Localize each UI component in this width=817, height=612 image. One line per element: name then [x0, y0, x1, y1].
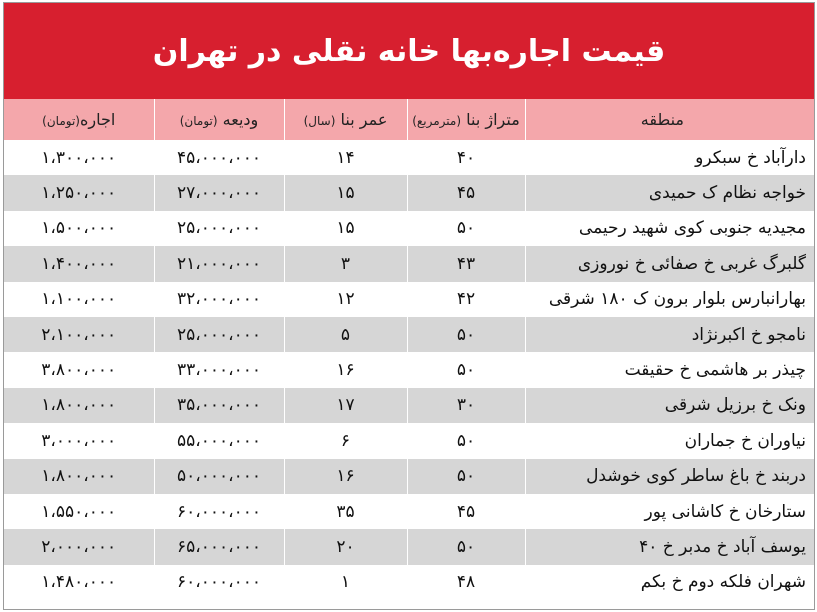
cell-area: ۵۰: [407, 529, 525, 564]
cell-region: نامجو خ اکبرنژاد: [525, 317, 814, 352]
cell-age: ۳۵: [284, 494, 407, 529]
table-row: [4, 565, 814, 600]
cell-region: مجیدیه جنوبی کوی شهید رحیمی: [525, 211, 814, 246]
cell-age: ۱۲: [284, 282, 407, 317]
cell-rent: ۳،۸۰۰،۰۰۰: [41, 360, 117, 381]
cell-rent: ۱،۵۵۰،۰۰۰: [41, 501, 117, 522]
cell-rent: ۱،۸۰۰،۰۰۰: [4, 388, 154, 423]
cell-area: ۵۰: [407, 352, 525, 387]
cell-deposit: ۲۷،۰۰۰،۰۰۰: [154, 175, 284, 210]
table-row: [4, 388, 814, 423]
header-age-label: عمر بنا: [340, 110, 388, 129]
cell-region: شهران فلکه دوم خ بکم: [525, 565, 814, 600]
table-row: [4, 317, 814, 352]
cell-rent: ۱،۵۰۰،۰۰۰: [41, 218, 117, 239]
cell-rent: ۳،۰۰۰،۰۰۰: [41, 430, 117, 451]
cell-age: ۱۵: [284, 175, 407, 210]
cell-age: ۶: [284, 423, 407, 458]
table-row: [4, 282, 814, 317]
cell-deposit: ۶۰،۰۰۰،۰۰۰: [154, 494, 284, 529]
cell-area: ۴۳: [407, 246, 525, 281]
cell-deposit: ۵۰،۰۰۰،۰۰۰: [154, 459, 284, 494]
cell-region: گلبرگ غربی خ صفائی خ نوروزی: [525, 246, 814, 281]
cell-area: ۵۰: [407, 423, 525, 458]
cell-region: نیاوران خ جماران: [525, 423, 814, 458]
header-rent-label: اجاره: [79, 110, 116, 129]
cell-deposit: ۲۵،۰۰۰،۰۰۰: [154, 317, 284, 352]
cell-deposit: ۲۵،۰۰۰،۰۰۰: [154, 211, 284, 246]
cell-region: یوسف آباد خ مدبر خ ۴۰: [525, 529, 814, 564]
cell-age: ۱۶: [284, 459, 407, 494]
header-area-label: متراژ بنا: [466, 110, 520, 129]
cell-age: ۱: [284, 565, 407, 600]
cell-area: ۴۰: [407, 140, 525, 175]
cell-age: ۵: [284, 317, 407, 352]
table-row: [4, 246, 814, 281]
header-area: [407, 99, 525, 140]
cell-rent: ۱،۴۸۰،۰۰۰: [41, 572, 117, 593]
cell-area: ۴۵: [407, 175, 525, 210]
cell-deposit: ۶۰،۰۰۰،۰۰۰: [154, 565, 284, 600]
header-age-unit: (سال): [303, 114, 336, 128]
header-deposit-label: ودیعه: [222, 110, 259, 129]
header-rent: [4, 99, 154, 140]
cell-region: چیذر بر هاشمی خ حقیقت: [525, 352, 814, 387]
table-row: [4, 352, 814, 387]
cell-deposit: ۳۳،۰۰۰،۰۰۰: [154, 352, 284, 387]
header-deposit: [154, 99, 284, 140]
cell-area: ۵۰: [407, 317, 525, 352]
rent-table: [4, 99, 814, 600]
cell-region: ستارخان خ کاشانی پور: [525, 494, 814, 529]
cell-region: خواجه نظام ک حمیدی: [525, 175, 814, 210]
cell-region: دربند خ باغ ساطر کوی خوشدل: [525, 459, 814, 494]
table-row: [4, 529, 814, 564]
cell-age: ۱۴: [284, 140, 407, 175]
table-row: [4, 140, 814, 175]
cell-region: بهارانبارس بلوار برون ک ۱۸۰ شرقی: [525, 282, 814, 317]
cell-area: ۵۰: [407, 211, 525, 246]
header-deposit-unit: (تومان): [179, 114, 218, 128]
cell-age: ۱۶: [284, 352, 407, 387]
header-region-label: منطقه: [640, 110, 684, 129]
cell-area: ۴۸: [407, 565, 525, 600]
header-rent-unit: (تومان): [42, 114, 80, 128]
cell-rent: ۱،۱۰۰،۰۰۰: [41, 289, 117, 310]
table-row: [4, 211, 814, 246]
cell-rent: ۱،۳۰۰،۰۰۰: [41, 147, 117, 168]
table-row: [4, 175, 814, 210]
cell-age: ۲۰: [284, 529, 407, 564]
cell-area: ۴۲: [407, 282, 525, 317]
table-row: [4, 423, 814, 458]
cell-region: دارآباد خ سبکرو: [525, 140, 814, 175]
table-row: [4, 494, 814, 529]
cell-rent: ۱،۴۰۰،۰۰۰: [4, 246, 154, 281]
cell-deposit: ۵۵،۰۰۰،۰۰۰: [154, 423, 284, 458]
cell-rent: ۱،۸۰۰،۰۰۰: [4, 459, 154, 494]
cell-age: ۱۵: [284, 211, 407, 246]
page-title: قیمت اجاره‌بها خانه نقلی در تهران: [152, 33, 666, 69]
cell-deposit: ۳۵،۰۰۰،۰۰۰: [154, 388, 284, 423]
cell-deposit: ۶۵،۰۰۰،۰۰۰: [154, 529, 284, 564]
table-row: [4, 459, 814, 494]
cell-age: ۱۷: [284, 388, 407, 423]
cell-deposit: ۴۵،۰۰۰،۰۰۰: [154, 140, 284, 175]
cell-area: ۴۵: [407, 494, 525, 529]
table-header-row: [4, 99, 814, 140]
cell-deposit: ۲۱،۰۰۰،۰۰۰: [154, 246, 284, 281]
header-age: [284, 99, 407, 140]
rent-table-card: [3, 2, 815, 610]
header-region: [525, 99, 814, 140]
cell-rent: ۲،۰۰۰،۰۰۰: [4, 529, 154, 564]
cell-deposit: ۳۲،۰۰۰،۰۰۰: [154, 282, 284, 317]
cell-area: ۵۰: [407, 459, 525, 494]
cell-age: ۳: [284, 246, 407, 281]
header-area-unit: (مترمربع): [412, 114, 462, 128]
cell-area: ۳۰: [407, 388, 525, 423]
title-bar: [4, 3, 814, 99]
cell-region: ونک خ برزیل شرقی: [525, 388, 814, 423]
cell-rent: ۱،۲۵۰،۰۰۰: [4, 175, 154, 210]
cell-rent: ۲،۱۰۰،۰۰۰: [4, 317, 154, 352]
